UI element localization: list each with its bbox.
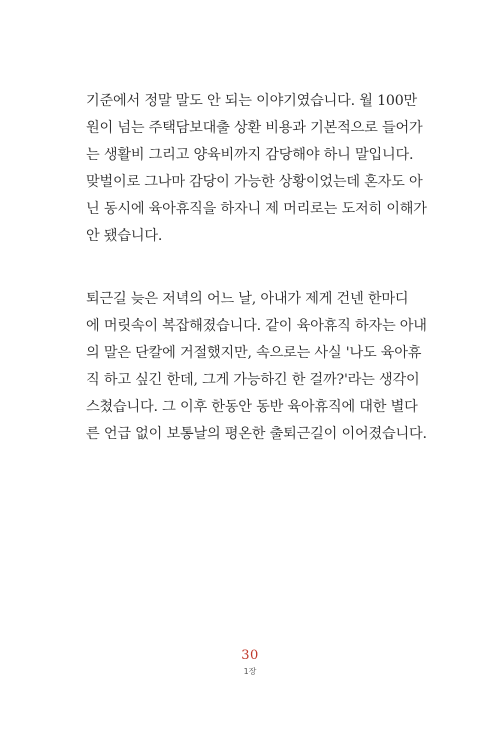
chapter-label: 1장 (243, 667, 257, 676)
text-line: 안 됐습니다. (86, 228, 163, 244)
text-line: 닌 동시에 육아휴직을 하자니 제 머리로는 도저히 이해가 (86, 201, 427, 217)
paragraph-2 (86, 286, 427, 448)
text-line: 는 생활비 그리고 양육비까지 감당해야 하니 말입니다. (86, 147, 414, 163)
text-line: 맞벌이로 그나마 감당이 가능한 상황이었는데 혼자도 아 (86, 174, 423, 190)
text-line: 른 언급 없이 보통날의 평온한 출퇴근길이 이어졌습니다. (86, 426, 427, 442)
text-line: 직 하고 싶긴 한데, 그게 가능하긴 한 걸까?'라는 생각이 (86, 372, 420, 388)
paragraph-1 (86, 88, 427, 250)
text-line: 의 말은 단칼에 거절했지만, 속으로는 사실 '나도 육아휴 (86, 345, 422, 361)
text-line: 퇴근길 늦은 저녁의 어느 날, 아내가 제게 건넨 한마디 (86, 291, 409, 307)
page-number: 30 (241, 648, 259, 663)
text-line: 스쳤습니다. 그 이후 한동안 동반 육아휴직에 대한 별다 (86, 399, 418, 415)
text-line: 기준에서 정말 말도 안 되는 이야기였습니다. 월 100만 (86, 93, 418, 109)
text-line: 원이 넘는 주택담보대출 상환 비용과 기본적으로 들어가 (86, 120, 423, 136)
text-line: 에 머릿속이 복잡해졌습니다. 같이 육아휴직 하자는 아내 (86, 318, 427, 334)
